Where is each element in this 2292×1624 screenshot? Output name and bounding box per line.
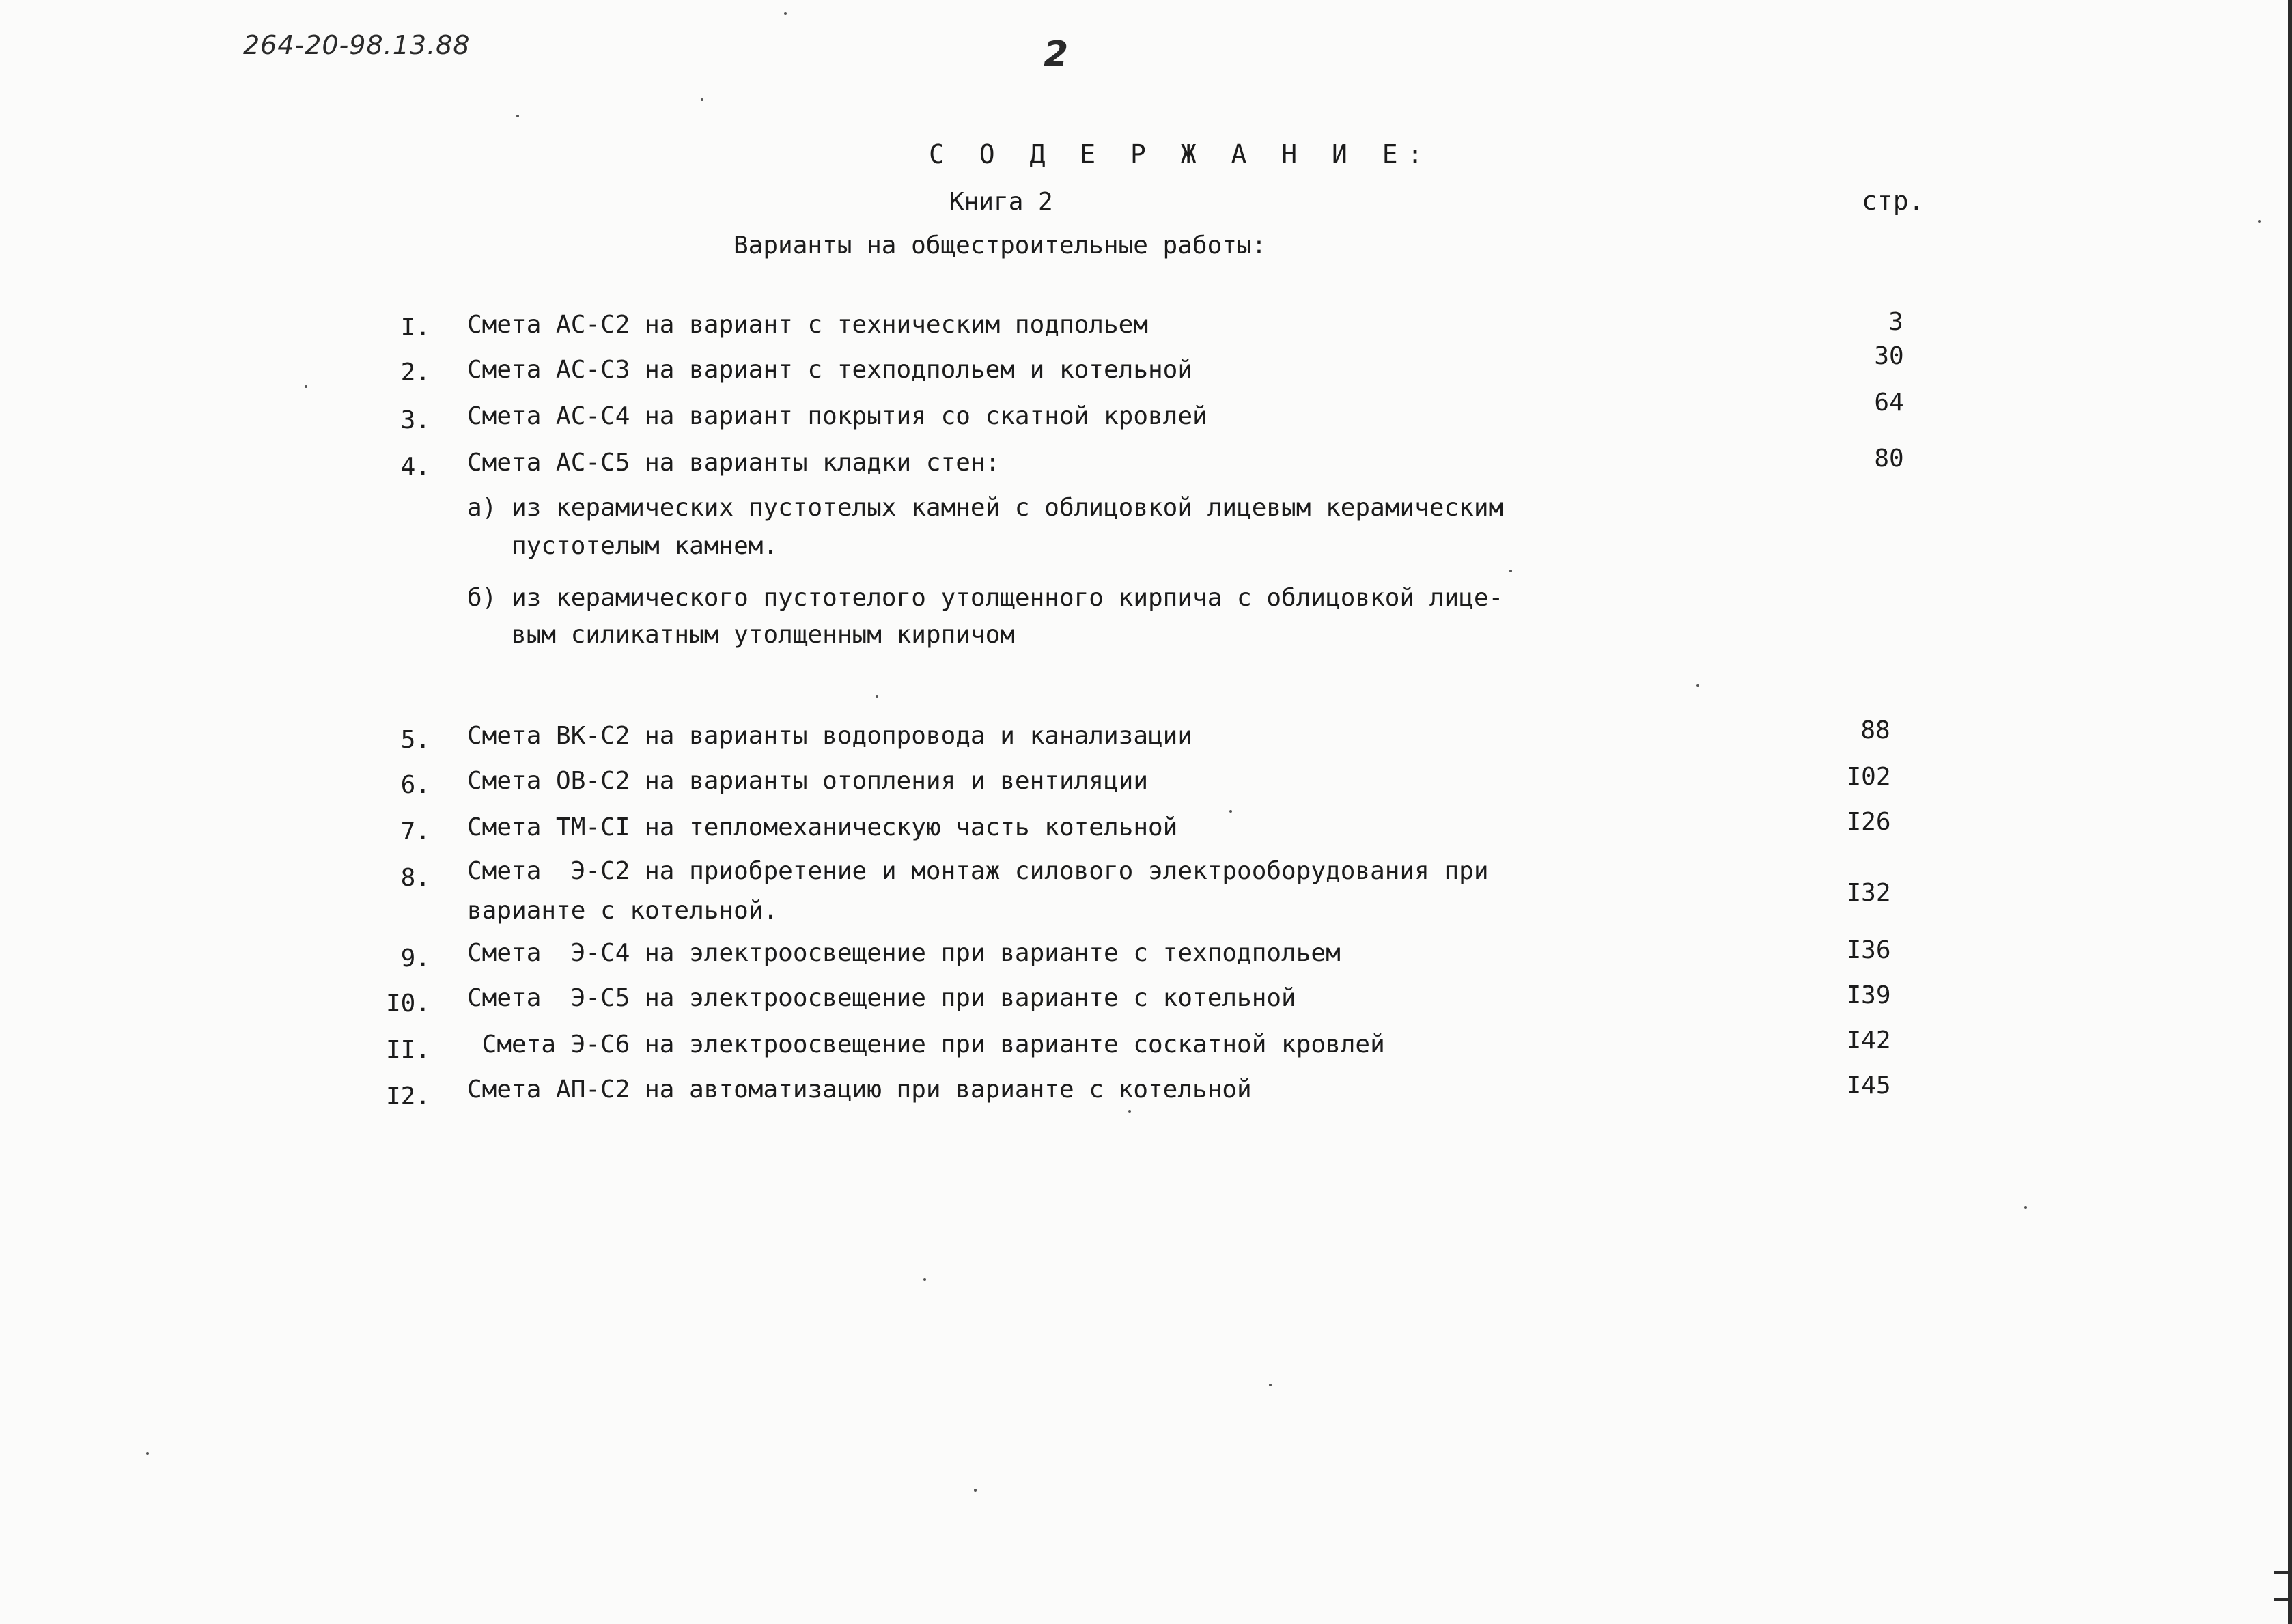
scan-speck (701, 98, 703, 101)
item-page: I42 (1846, 1026, 1891, 1054)
sub-item-text: б) из керамического пустотелого утолщенного кирпича с облицовкой лице- (467, 584, 1504, 612)
item-text: варианте с котельной. (467, 897, 779, 925)
item-number: 6. (400, 771, 430, 799)
item-number: I2. (385, 1082, 430, 1110)
contents-subtitle: Варианты на общестроительные работы: (733, 232, 1267, 260)
scan-speck (2024, 1206, 2027, 1209)
scan-edge-mark (2274, 1598, 2292, 1601)
item-page: 3 (1888, 308, 1903, 336)
scan-speck (784, 12, 787, 15)
item-text: Смета Э-С2 на приобретение и монтаж силового электрооборудования при (467, 857, 1489, 885)
item-number: 7. (400, 817, 430, 845)
item-page: I39 (1846, 981, 1891, 1009)
item-text: Смета АС-С4 на вариант покрытия со скатной кровлей (467, 402, 1207, 430)
item-text: Смета ТМ-СI на тепломеханическую часть котельной (467, 813, 1178, 841)
scan-speck (1269, 1384, 1272, 1386)
scan-speck (1229, 810, 1232, 813)
sub-item-text: вым силикатным утолщенным кирпичом (467, 621, 1015, 649)
scan-speck (1509, 570, 1512, 572)
item-page: 80 (1874, 445, 1904, 473)
item-text: Смета АС-С2 на вариант с техническим подпольем (467, 311, 1148, 339)
item-page: I02 (1846, 763, 1891, 791)
item-text: Смета АС-С5 на варианты кладки стен: (467, 449, 1001, 477)
item-page: 30 (1874, 342, 1904, 370)
scan-speck (923, 1278, 926, 1281)
item-text: Смета Э-С6 на электроосвещение при варианте соскатной кровлей (467, 1031, 1385, 1059)
item-page: I32 (1846, 879, 1891, 907)
item-text: Смета ВК-С2 на варианты водопровода и канализации (467, 722, 1193, 750)
item-number: 9. (400, 944, 430, 972)
scan-speck (1128, 1110, 1131, 1113)
item-page: I45 (1846, 1072, 1891, 1100)
scan-speck (146, 1452, 149, 1455)
page-column-label: стр. (1862, 186, 1925, 216)
scan-speck (2258, 220, 2261, 223)
scan-speck (305, 385, 307, 388)
item-number: 2. (400, 359, 430, 387)
scan-edge (2288, 0, 2292, 1624)
scan-speck (974, 1489, 977, 1492)
sub-item-text: а) из керамических пустотелых камней с облицовкой лицевым керамическим (467, 494, 1504, 522)
contents-title: С О Д Е Р Ж А Н И Е: (929, 139, 1433, 169)
item-number: I0. (385, 990, 430, 1018)
scan-edge-mark (2274, 1571, 2292, 1574)
sub-item-text: пустотелым камнем. (467, 532, 779, 560)
item-page: I26 (1846, 808, 1891, 836)
item-text: Смета ОВ-С2 на варианты отопления и вентиляции (467, 767, 1148, 795)
item-page: I36 (1846, 936, 1891, 964)
item-page: 88 (1860, 716, 1890, 744)
item-number: I. (400, 313, 430, 341)
document-code: 264-20-98.13.88 (243, 30, 471, 60)
item-page: 64 (1874, 389, 1904, 417)
item-text: Смета Э-С5 на электроосвещение при варианте с котельной (467, 984, 1296, 1012)
scan-speck (1696, 684, 1699, 687)
scan-speck (516, 115, 519, 117)
page-number: 2 (1044, 34, 1069, 75)
item-text: Смета Э-С4 на электроосвещение при варианте с техподпольем (467, 939, 1341, 967)
scan-speck (876, 695, 878, 698)
item-number: 5. (400, 726, 430, 754)
item-text: Смета АП-С2 на автоматизацию при варианте с котельной (467, 1076, 1252, 1104)
item-number: 4. (400, 453, 430, 481)
item-number: 3. (400, 406, 430, 434)
item-text: Смета АС-С3 на вариант с техподпольем и котельной (467, 356, 1193, 384)
item-number: II. (385, 1036, 430, 1064)
book-label: Книга 2 (949, 188, 1053, 216)
item-number: 8. (400, 864, 430, 892)
